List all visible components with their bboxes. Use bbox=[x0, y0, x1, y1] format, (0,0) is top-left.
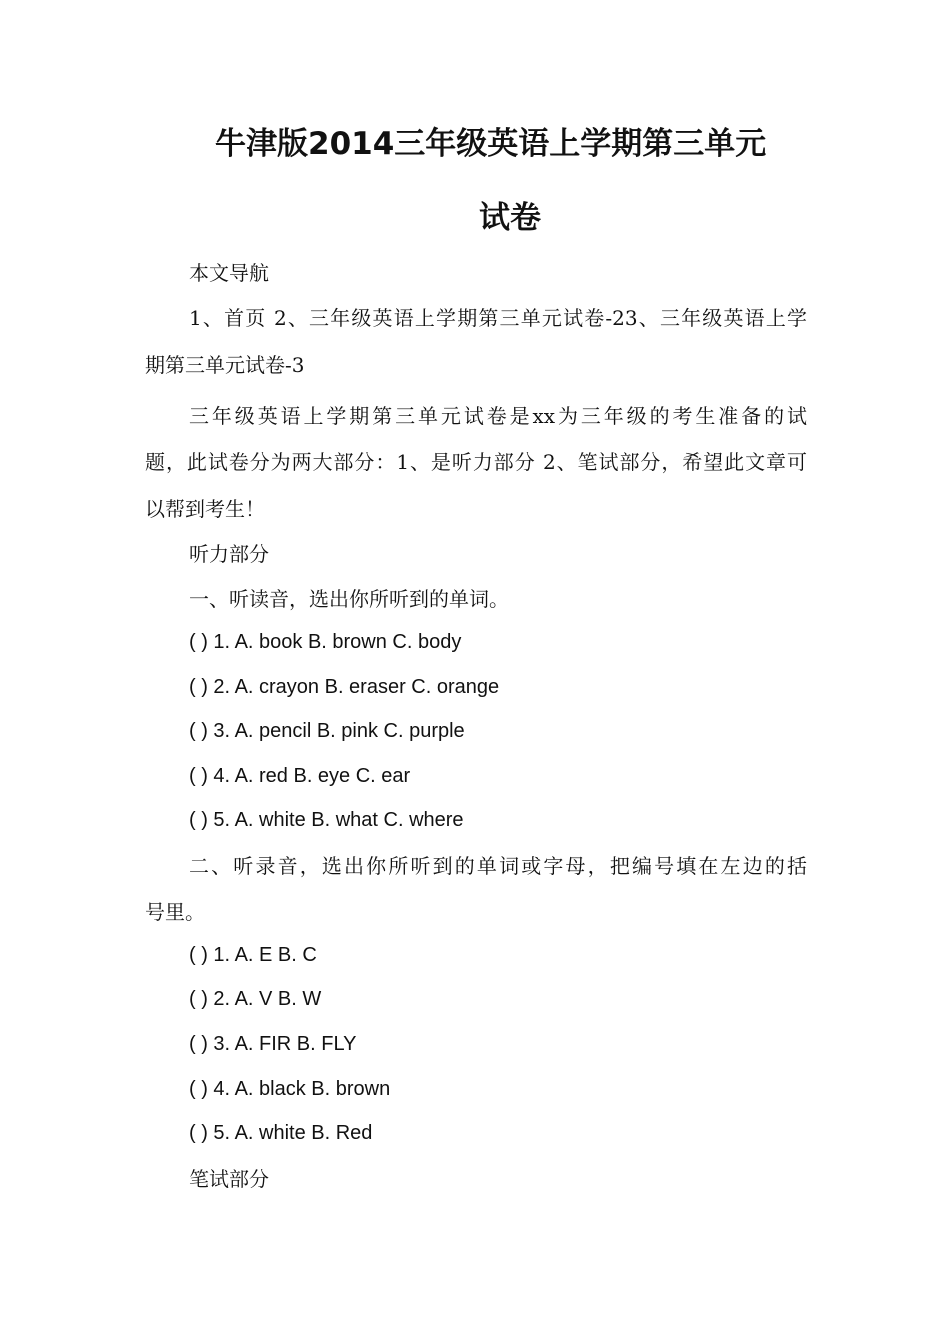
section2-heading-line2: 号里。 bbox=[145, 900, 205, 924]
document-title-line2: 试卷 bbox=[479, 200, 541, 236]
section2-item-2: ( ) 2. A. V B. W bbox=[189, 988, 322, 1010]
nav-heading: 本文导航 bbox=[189, 261, 269, 285]
section1-item-1: ( ) 1. A. book B. brown C. body bbox=[189, 631, 462, 653]
section1-item-2: ( ) 2. A. crayon B. eraser C. orange bbox=[189, 676, 500, 698]
written-heading: 笔试部分 bbox=[189, 1167, 269, 1191]
intro-line2: 题，此试卷分为两大部分：1、是听力部分 2、笔试部分，希望此文章可 bbox=[145, 450, 807, 474]
intro-line3: 以帮到考生！ bbox=[145, 497, 265, 521]
section2-heading-line1: 二、听录音，选出你所听到的单词或字母，把编号填在左边的括 bbox=[189, 854, 807, 878]
section2-item-5: ( ) 5. A. white B. Red bbox=[189, 1122, 373, 1144]
section2-item-3: ( ) 3. A. FIR B. FLY bbox=[189, 1033, 357, 1055]
section1-item-5: ( ) 5. A. white B. what C. where bbox=[189, 809, 464, 831]
section1-item-4: ( ) 4. A. red B. eye C. ear bbox=[189, 765, 411, 787]
section1-item-3: ( ) 3. A. pencil B. pink C. purple bbox=[189, 720, 465, 742]
section2-item-4: ( ) 4. A. black B. brown bbox=[189, 1078, 391, 1100]
document-title-line1: 牛津版2014三年级英语上学期第三单元 bbox=[215, 126, 767, 162]
section1-heading: 一、听读音，选出你所听到的单词。 bbox=[189, 587, 509, 611]
intro-line1: 三年级英语上学期第三单元试卷是xx为三年级的考生准备的试 bbox=[189, 404, 807, 428]
nav-links-line2: 期第三单元试卷-3 bbox=[145, 353, 305, 377]
listening-heading: 听力部分 bbox=[189, 542, 269, 566]
nav-links-line1: 1、首页 2、三年级英语上学期第三单元试卷-23、三年级英语上学 bbox=[189, 306, 807, 330]
section2-item-1: ( ) 1. A. E B. C bbox=[189, 944, 317, 966]
